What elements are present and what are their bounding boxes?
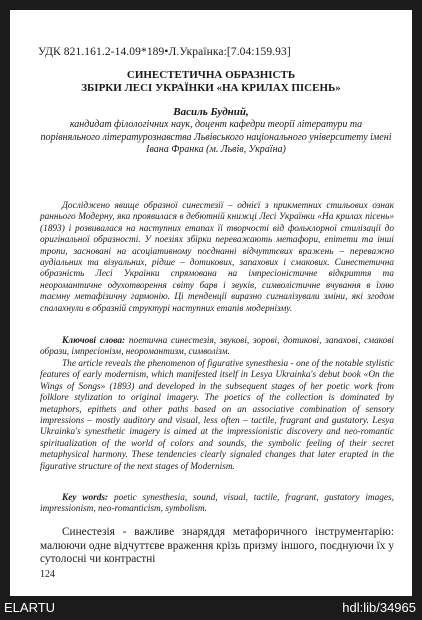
abstract-ukrainian: Досліджено явище образної синестезії – однієї з прикметних стильових ознак раннього Модерну, яка проявилася в дебютній книжці Лесі Українки «На крилах пісень» (1893) і розвивалася на наступних етапах її творчості від фольклорної стилізації до оригінальної образності. У поезіях збірки переважають метафори, епітети та інші тропи, засновані на асоціативному поєднанні відчуттєвих вражень – переважно аудіальних та візуальних, рідше – дотикових, запахових і смакових. Синестетична образність Лесі Українки спрямована на імпресіоністичне відкриття та неоромантичне одухотворення світу барв і звуків, символістичне вчування в їхню таємну метафізичну гармонію. Ці тенденції виразно сигналізували зміни, які згодом спалахнули в образній структурі наступних етапів модернізму. [40,201,394,314]
keywords-ukrainian-text: поетична синестезія, звукові, зорові, дотикові, запахові, смакові образи, імпресіонізм, неоромантизм, символізм. [40,336,394,358]
body-paragraph: Синестезія - важливе знаряддя метафоричного інструментарію: малюючи одне відчуттєве враження крізь призму іншого, поєднуючи їх у сутолосні чи контрастні [40,526,394,565]
article-title-line-1: СИНЕСТЕТИЧНА ОБРАЗНІСТЬ [126,69,296,81]
abstract-english: The article reveals the phenomenon of figurative synesthesia - one of the notable stylistic features of early modernism, which manifested itself in Lesya Ukrainka's debut book «On the Wings of Songs» (1893) and developed in the subsequent stages of her poetic work from folklore stylization to original imagery. The poetics of the collection is dominated by metaphors, epithets and other paths based on an associative combination of sensory impressions – mostly auditory and visual, less often – tactile, fragrant and gustatory. Lesya Ukrainka's synesthetic imagery is aimed at the impressionistic discovery and neo-romantic spiritualization of the world of colors and sounds, the symbolic feeling of their secret metaphysical harmony. These tendencies clearly signaled changes that later erupted in the figurative structure of the next stages of Modernism. [40,359,394,472]
footer-repository-name: ELARTU [4,600,56,615]
page-number: 124 [40,569,55,580]
keywords-english-text: poetic synesthesia, sound, visual, tactile, fragrant, gustatory images, impressionism, neo-romanticism, symbolism. [40,493,395,515]
author-name: Василь Будний, [173,106,249,118]
keywords-english-label: Key words: [62,493,109,503]
udk-code: УДК 821.161.2-14.09*189•Л.Українка:[7.04:159.93] [38,46,291,58]
author-affiliation: кандидат філологічних наук, доцент кафедри теорії літератури та порівняльного літературознавства Львівського національного університету імені Івана Франка (м. Львів, Україна) [40,119,392,156]
journal-page [10,10,412,596]
keywords-english [40,493,394,516]
article-title-line-2: ЗБІРКИ ЛЕСІ УКРАЇНКИ «НА КРИЛАХ ПІСЕНЬ» [81,82,341,94]
footer-handle-link[interactable]: hdl:lib/34965 [342,600,416,615]
keywords-ukrainian [40,336,394,359]
keywords-ukrainian-label: Ключові слова: [62,336,126,346]
